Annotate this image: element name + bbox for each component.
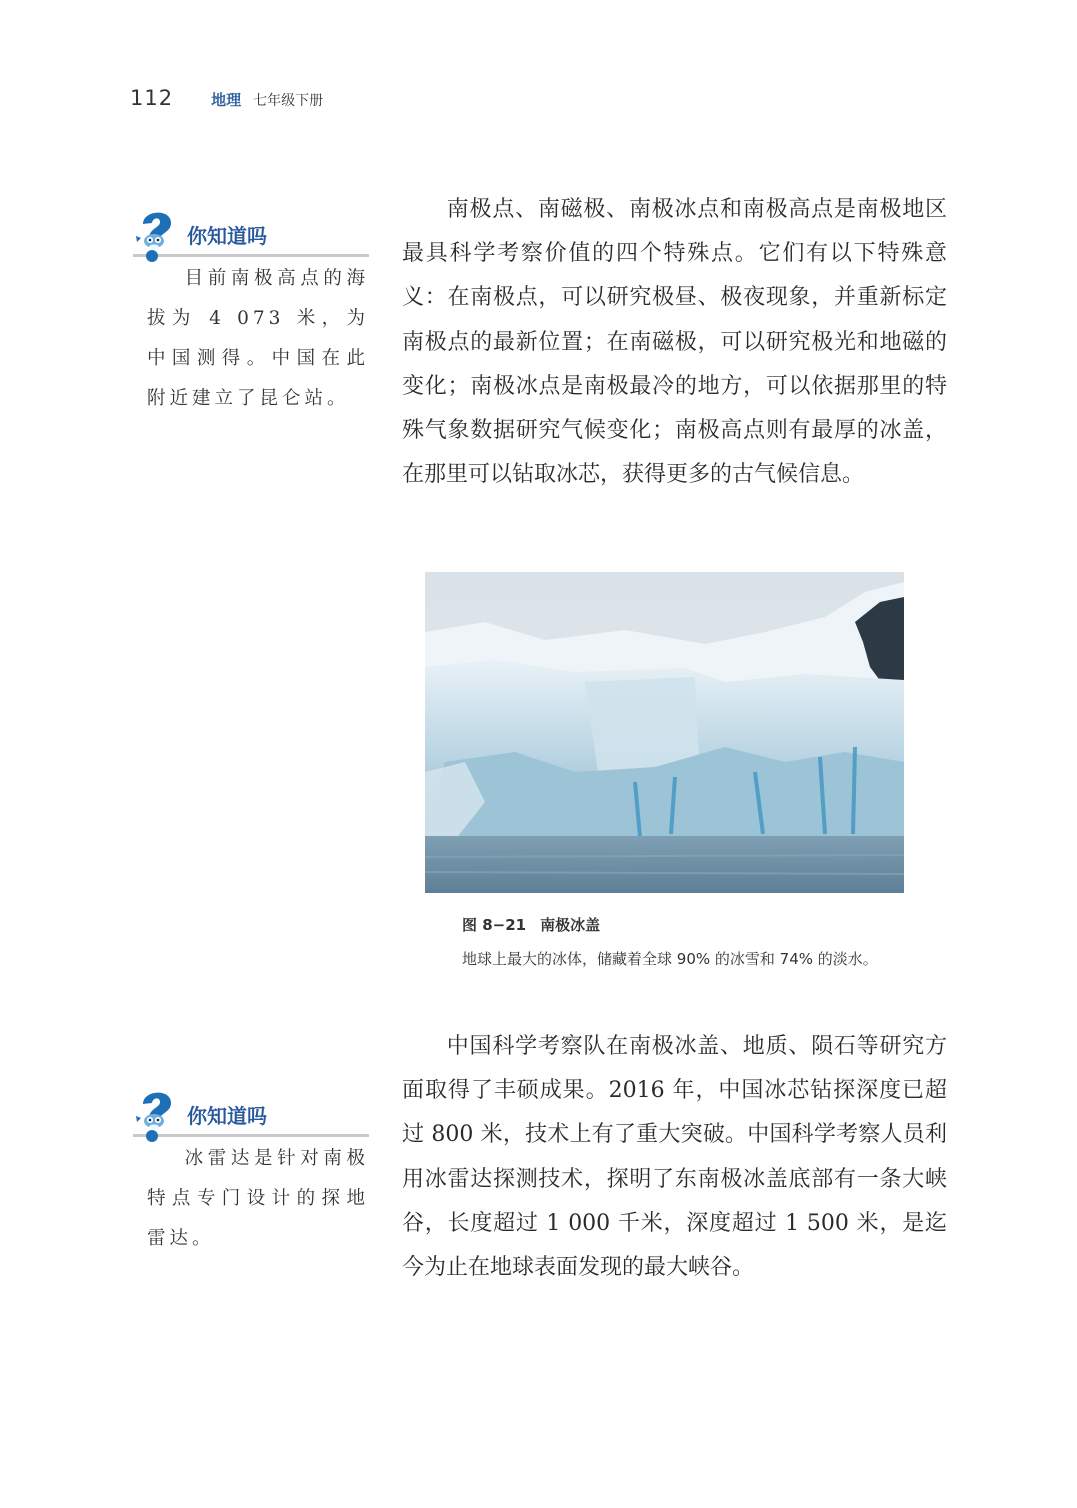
did-you-know-title: 你知道吗 (187, 1104, 267, 1128)
did-you-know-box (133, 1086, 369, 1259)
figure-number: 图 8−21 (462, 916, 527, 934)
figure-title: 南极冰盖 (540, 916, 601, 934)
paragraph-text: 南极点、南磁极、南极冰点和南极高点是南极地区最具科学考察价值的四个特殊点。它们有以下特殊意义：在南极点，可以研究极昼、极夜现象，并重新标定南极点的最新位置；在南磁极，可以研究极光和地磁的变化；南极冰点是南极最冷的地方，可以依据那里的特殊气象数据研究气候变化；南极高点则有最厚的冰盖，在那里可以钻取冰芯，获得更多的古气候信息。 (402, 197, 947, 488)
antarctic-ice-sheet-photo (425, 572, 904, 893)
figure-caption-title (462, 914, 600, 935)
body-paragraph (402, 188, 947, 497)
ice-cliff-illustration (425, 572, 904, 893)
did-you-know-header (133, 206, 369, 257)
did-you-know-text (133, 1137, 369, 1259)
did-you-know-header (133, 1086, 369, 1137)
tip-text: 冰雷达是针对南极特点专门设计的探地雷达。 (147, 1148, 369, 1249)
body-paragraph (402, 1025, 947, 1290)
page-number: 112 (130, 86, 174, 110)
did-you-know-box (133, 206, 369, 419)
did-you-know-title: 你知道吗 (187, 224, 267, 248)
figure-caption (425, 944, 909, 974)
paragraph-text: 中国科学考察队在南极冰盖、地质、陨石等研究方面取得了丰硕成果。2016 年，中国冰芯钻探深度已超过 800 米，技术上有了重大突破。中国科学考察人员利用冰雷达探测技术，探明了东南极冰盖底部有一条大峡谷，长度超过 1 000 千米，深度超过 1 500 米，是迄今为止在地球表面发现的最大峡谷。 (402, 1034, 947, 1281)
tip-text: 目前南极高点的海拔为 4 073 米，为中国测得。中国在此附近建立了昆仑站。 (147, 268, 369, 409)
page-header (130, 86, 323, 116)
book-subject: 地理 (211, 91, 242, 109)
book-grade: 七年级下册 (253, 93, 324, 109)
question-mascot-icon (133, 1086, 179, 1142)
did-you-know-text (133, 257, 369, 419)
question-mascot-icon (133, 206, 179, 262)
figure-caption-text: 地球上最大的冰体，储藏着全球 90% 的冰雪和 74% 的淡水。 (462, 950, 878, 968)
